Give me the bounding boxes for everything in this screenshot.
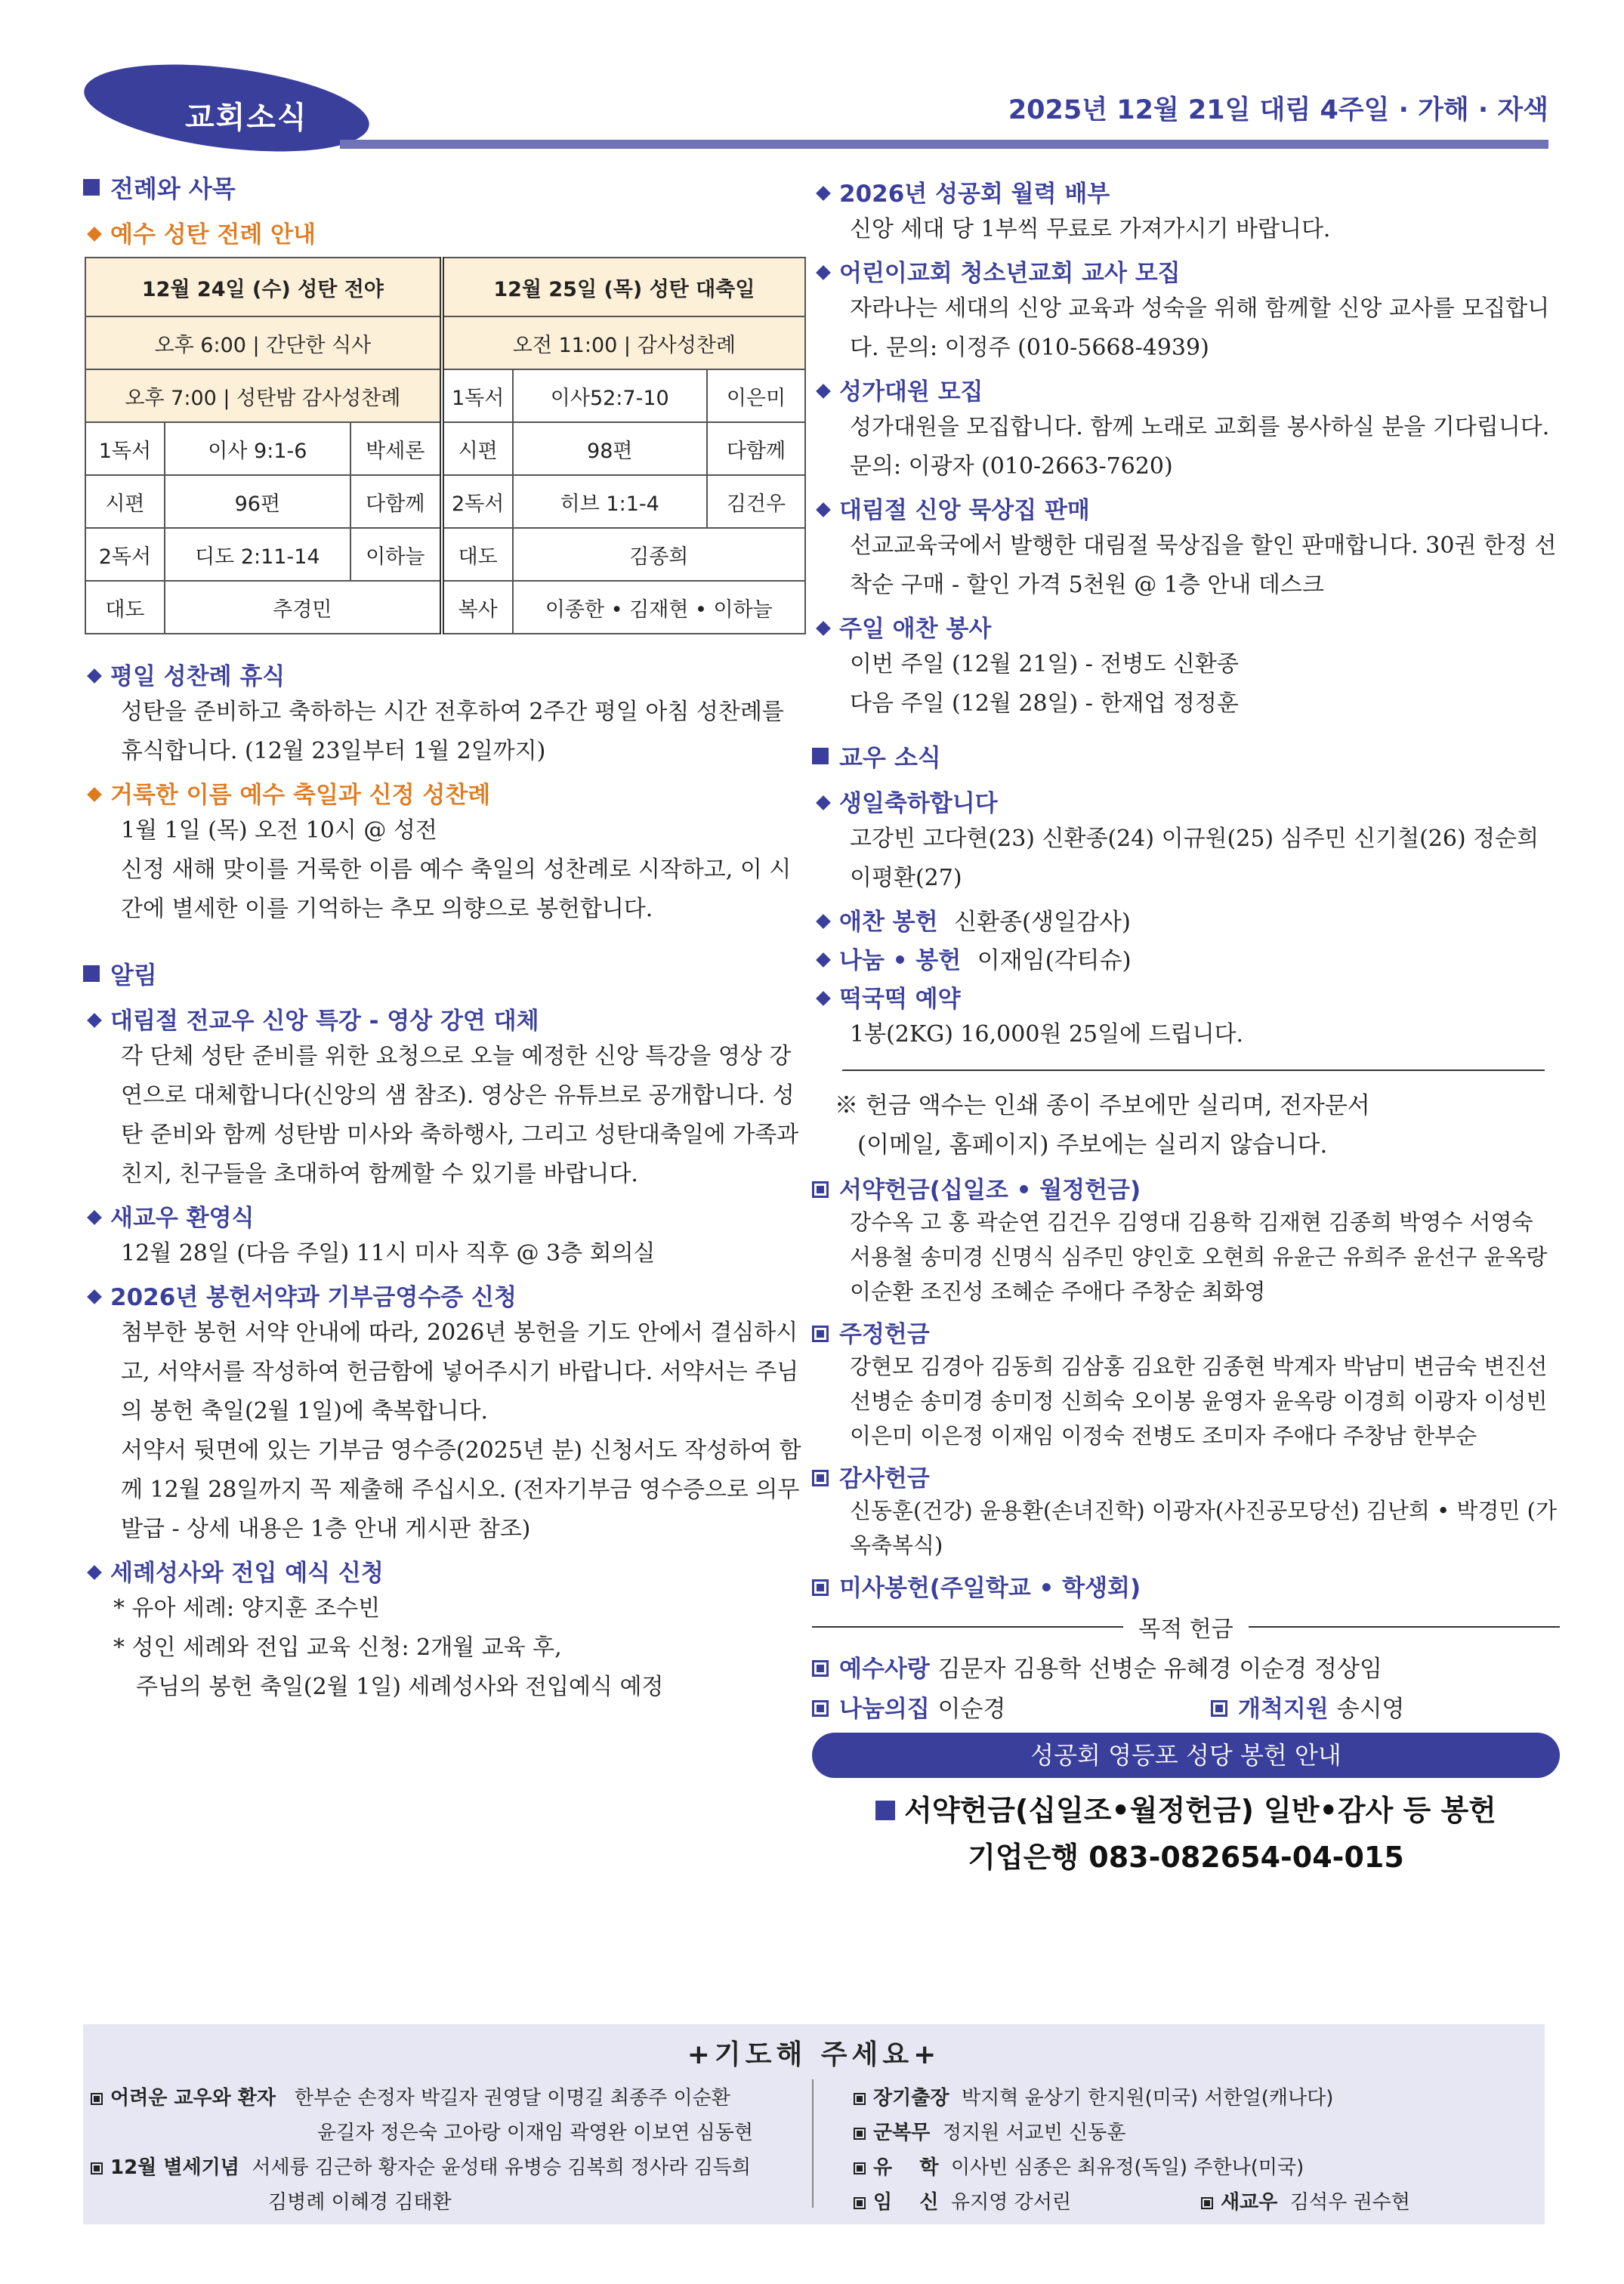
departed-line-2: 김병례 이혜경 김태환	[268, 2191, 452, 2214]
prayer-box	[83, 2024, 1545, 2224]
sick-line: 어려운 교우와 환자 한부순 손정자 박길자 권영달 이명길 최종주 이순환	[91, 2082, 730, 2110]
section-title: 교회소식	[185, 100, 308, 135]
offering-note-2: (이메일, 홈페이지) 주보에는 실리지 않습니다.	[857, 1131, 1328, 1159]
thanks-names: 신동훈(건강) 윤용환(손녀진학) 이광자(사진공모당선) 김난희 • 박경민 (가옥축복식)	[850, 1498, 1558, 1558]
pledge-text-2: 서약서 뒷면에 있는 기부금 영수증(2025년 분) 신청서도 작성하여 함께 12월 28일까지 꼭 제출해 주십시오. (전자기부금 영수증으로 의무 발급 - 상세 내용은 1층 안내 게시판 참조)	[121, 1437, 801, 1542]
advent-lecture-text: 각 단체 성탄 준비를 위한 요청으로 오늘 예정한 신앙 특강을 영상 강연으로 대체합니다(신앙의 샘 참조). 영상은 유튜브로 공개합니다. 성탄 준비와 함께 성탄밤 미사와 축하행사, 그리고 성탄대축일에 가족과 친지, 친구들을 초대하여 함께할 수 있기를 바랍니다.	[121, 1043, 799, 1187]
calendar-title: 2026년 성공회 월력 배부	[812, 174, 1560, 208]
weekday-rest-text: 성탄을 준비하고 축하하는 시간 전후하여 2주간 평일 아침 성찬례를 휴식합니다. (12월 23일부터 1월 2일까지)	[121, 699, 784, 764]
box-icon	[812, 1470, 829, 1486]
departed-line: 12월 별세기념 서세륭 김근하 황자순 윤성태 유병승 김복희 정사라 김득희	[91, 2152, 751, 2180]
altar-line: 다음 주일 (12월 28일) - 한재업 정정훈	[850, 690, 1239, 717]
teacher-title: 어린이교회 청소년교회 교사 모집	[812, 254, 1560, 288]
liturgy-heading: 전례와 사목	[83, 170, 808, 205]
trip-line: 장기출장 박지혁 윤상기 한지원(미국) 서한얼(캐나다)	[854, 2082, 1333, 2110]
right-column	[812, 170, 1560, 1881]
purpose-divider	[812, 1610, 1560, 1644]
tteok-text: 1봉(2KG) 16,000원 25일에 드립니다.	[850, 1021, 1244, 1048]
agape-line: 애찬 봉헌 신환종(생일감사)	[812, 903, 1560, 937]
diamond-icon	[816, 952, 831, 968]
box-icon	[91, 2162, 103, 2174]
box-icon	[1211, 1700, 1227, 1717]
choir-title: 성가대원 모집	[812, 372, 1560, 406]
box-icon	[1201, 2197, 1213, 2209]
share-line: 나눔 • 봉헌 이재임(각티슈)	[812, 941, 1560, 975]
header-rule	[340, 140, 1548, 149]
table-cell: 2독서	[85, 528, 165, 581]
offering-banner: 성공회 영등포 성당 봉헌 안내	[812, 1733, 1560, 1778]
square-icon	[83, 965, 100, 982]
abroad-line: 유 학 이사빈 심종은 최유정(독일) 주한나(미국)	[854, 2152, 1304, 2180]
tteok-title: 떡국떡 예약	[812, 980, 1560, 1014]
altar-line: 이번 주일 (12월 21일) - 전병도 신환종	[850, 651, 1239, 677]
pledge-title: 2026년 봉헌서약과 기부금영수증 신청	[83, 1278, 808, 1312]
devotion-title: 대림절 신앙 묵상집 판매	[812, 491, 1560, 525]
diamond-icon	[87, 787, 102, 802]
table-cell: 디도 2:11-14	[165, 528, 350, 581]
tithe-title: 서약헌금(십일조 • 월정헌금)	[812, 1171, 1560, 1205]
left-column	[83, 170, 808, 1707]
jesus-love-line: 예수사랑 김문자 김용학 선병순 유혜경 이순경 정상임	[812, 1650, 1560, 1684]
holy-name-text: 신정 새해 맞이를 거룩한 이름 예수 축일의 성찬례로 시작하고, 이 시간에 별세한 이를 기억하는 추모 의향으로 봉헌합니다.	[121, 857, 792, 922]
christmas-schedule-table	[85, 257, 806, 634]
table-band: 오후 6:00 | 간단한 식사	[85, 316, 442, 369]
table-band: 오전 11:00 | 감사성찬례	[442, 316, 805, 369]
diamond-icon	[816, 502, 831, 517]
table-cell: 이종한 • 김재현 • 이하늘	[513, 581, 805, 634]
table-cell: 1독서	[85, 422, 165, 475]
table-head-eve: 12월 24일 (수) 성탄 전야	[85, 258, 442, 316]
diamond-icon	[816, 186, 831, 201]
bank-line-1: 서약헌금(십일조•월정헌금) 일반•감사 등 봉헌	[812, 1787, 1560, 1834]
devotion-text: 선교교육국에서 발행한 대림절 묵상집을 할인 판매합니다. 30권 한정 선착순 구매 - 할인 가격 5천원 @ 1층 안내 데스크	[850, 532, 1557, 598]
calendar-text: 신앙 세대 당 1부씩 무료로 가져가시기 바랍니다.	[850, 216, 1331, 242]
diamond-icon	[87, 1013, 102, 1028]
weekly-title: 주정헌금	[812, 1315, 1560, 1349]
table-row	[85, 475, 805, 528]
box-icon	[854, 2162, 866, 2174]
baptism-title: 세례성사와 전입 예식 신청	[83, 1554, 808, 1588]
military-line: 군복무 정지원 서교빈 신동훈	[854, 2117, 1125, 2145]
box-icon	[812, 1579, 829, 1596]
weekly-names: 강현모 김경아 김동희 김삼홍 김요한 김종현 박계자 박남미 변금숙 변진선 선병순 송미경 송미정 신희숙 오이봉 윤영자 윤옥랑 이경희 이광자 이성빈 이은미 이은정 이재임 이정숙 전병도 조미자 주애다 주창남 한부순	[850, 1353, 1548, 1449]
table-cell: 96편	[165, 475, 350, 528]
diamond-icon	[816, 621, 831, 636]
box-icon	[854, 2128, 866, 2140]
birthday-title: 생일축하합니다	[812, 784, 1560, 818]
holy-name-line: 1월 1일 (목) 오전 10시 @ 성전	[121, 817, 437, 844]
table-cell: 시편	[85, 475, 165, 528]
table-cell: 2독서	[442, 475, 513, 528]
holy-name-title: 거룩한 이름 예수 축일과 신정 성찬례	[83, 776, 808, 810]
choir-text: 성가대원을 모집합니다. 함께 노래로 교회를 봉사하실 분을 기다립니다. 문의: 이광자 (010-2663-7620)	[850, 414, 1550, 480]
diamond-icon	[87, 227, 102, 242]
box-icon	[812, 1326, 829, 1342]
table-cell: 이은미	[707, 369, 805, 422]
diamond-icon	[87, 1565, 102, 1580]
prayer-divider	[812, 2079, 814, 2208]
table-cell: 히브 1:1-4	[513, 475, 707, 528]
diamond-icon	[87, 1289, 102, 1304]
sick-line-2: 윤길자 정은숙 고아랑 이재임 곽영완 이보연 심동현	[317, 2122, 754, 2144]
table-cell: 이하늘	[350, 528, 442, 581]
diamond-icon	[87, 1210, 102, 1225]
prayer-title: +기도해 주세요+	[687, 2039, 941, 2070]
mass-offering-title: 미사봉헌(주일학교 • 학생회)	[812, 1569, 1560, 1603]
table-cell: 박세론	[350, 422, 442, 475]
table-cell: 김건우	[707, 475, 805, 528]
table-head-day: 12월 25일 (목) 성탄 대축일	[442, 258, 805, 316]
diamond-icon	[816, 914, 831, 929]
divider-line	[812, 1626, 1123, 1628]
table-cell: 다함께	[350, 475, 442, 528]
divider-line	[1249, 1626, 1560, 1628]
table-row	[85, 581, 805, 634]
baptism-line: 주님의 봉헌 축일(2월 1일) 세례성사와 전입예식 예정	[136, 1674, 664, 1700]
members-heading: 교우 소식	[812, 739, 1560, 773]
square-icon	[875, 1801, 895, 1820]
table-cell: 복사	[442, 581, 513, 634]
box-icon	[812, 1181, 829, 1198]
box-icon	[812, 1700, 829, 1717]
purpose-label: 목적 헌금	[1138, 1616, 1233, 1643]
table-cell: 추경민	[165, 581, 442, 634]
table-cell: 시편	[442, 422, 513, 475]
altar-title: 주일 애찬 봉사	[812, 610, 1560, 644]
pledge-text: 첨부한 봉헌 서약 안내에 따라, 2026년 봉헌을 기도 안에서 결심하시고, 서약서를 작성하여 헌금함에 넣어주시기 바랍니다. 서약서는 주님의 봉헌 축일(2월 1일)에 축복합니다.	[121, 1319, 799, 1424]
christmas-guide-title: 예수 성탄 전례 안내	[83, 215, 808, 249]
diamond-icon	[816, 991, 831, 1006]
tithe-names: 강수옥 고 홍 곽순연 김건우 김영대 김용학 김재현 김종희 박영수 서영숙 서용철 송미경 신명식 심주민 양인호 오현희 유윤근 유희주 윤선구 윤옥랑 이순환 조진성 조혜순 주애다 주창순 최화영	[850, 1209, 1548, 1304]
square-icon	[812, 748, 829, 764]
teacher-text: 자라나는 세대의 신앙 교육과 성숙을 위해 함께할 신앙 교사를 모집합니다. 문의: 이정주 (010-5668-4939)	[850, 295, 1550, 361]
table-cell: 대도	[85, 581, 165, 634]
table-cell: 다함께	[707, 422, 805, 475]
divider	[842, 1069, 1545, 1071]
diamond-icon	[816, 265, 831, 280]
baptism-line: * 유아 세례: 양지훈 조수빈	[113, 1595, 381, 1622]
sharing-line: 나눔의집 이순경 개척지원 송시영	[812, 1690, 1560, 1724]
pregnant-line: 임 신 유지영 강서린	[854, 2187, 1071, 2215]
table-cell: 98편	[513, 422, 707, 475]
date-line: 2025년 12월 21일 대림 4주일 · 가해 · 자색	[1008, 95, 1548, 125]
table-cell: 이사52:7-10	[513, 369, 707, 422]
box-icon	[91, 2093, 103, 2105]
advent-lecture-title: 대림절 전교우 신앙 특강 - 영상 강연 대체	[83, 1002, 808, 1036]
box-icon	[854, 2093, 866, 2105]
thanks-title: 감사헌금	[812, 1459, 1560, 1493]
table-row	[85, 528, 805, 581]
table-row	[85, 422, 805, 475]
box-icon	[812, 1660, 829, 1677]
weekday-rest-title: 평일 성찬례 휴식	[83, 657, 808, 691]
table-cell: 이사 9:1-6	[165, 422, 350, 475]
diamond-icon	[816, 795, 831, 810]
square-icon	[83, 179, 100, 196]
diamond-icon	[87, 668, 102, 684]
baptism-line: * 성인 세례와 전입 교육 신청: 2개월 교육 후,	[113, 1634, 562, 1661]
notices-heading: 알림	[83, 956, 808, 991]
table-cell: 김종희	[513, 528, 805, 581]
table-band: 오후 7:00 | 성탄밤 감사성찬례	[85, 369, 442, 422]
offering-note: ※ 헌금 액수는 인쇄 종이 주보에만 실리며, 전자문서	[835, 1092, 1370, 1119]
birthday-text: 고강빈 고다현(23) 신환종(24) 이규원(25) 심주민 신기철(26) 정순희 이평환(27)	[850, 826, 1539, 891]
table-cell: 1독서	[442, 369, 513, 422]
welcome-text: 12월 28일 (다음 주일) 11시 미사 직후 @ 3층 회의실	[121, 1240, 656, 1267]
bank-account: 기업은행 083-082654-04-015	[968, 1841, 1404, 1874]
newcomer-line: 새교우 김석우 권수현	[1201, 2187, 1410, 2215]
welcome-title: 새교우 환영식	[83, 1199, 808, 1233]
table-cell: 대도	[442, 528, 513, 581]
box-icon	[854, 2197, 866, 2209]
diamond-icon	[816, 384, 831, 399]
